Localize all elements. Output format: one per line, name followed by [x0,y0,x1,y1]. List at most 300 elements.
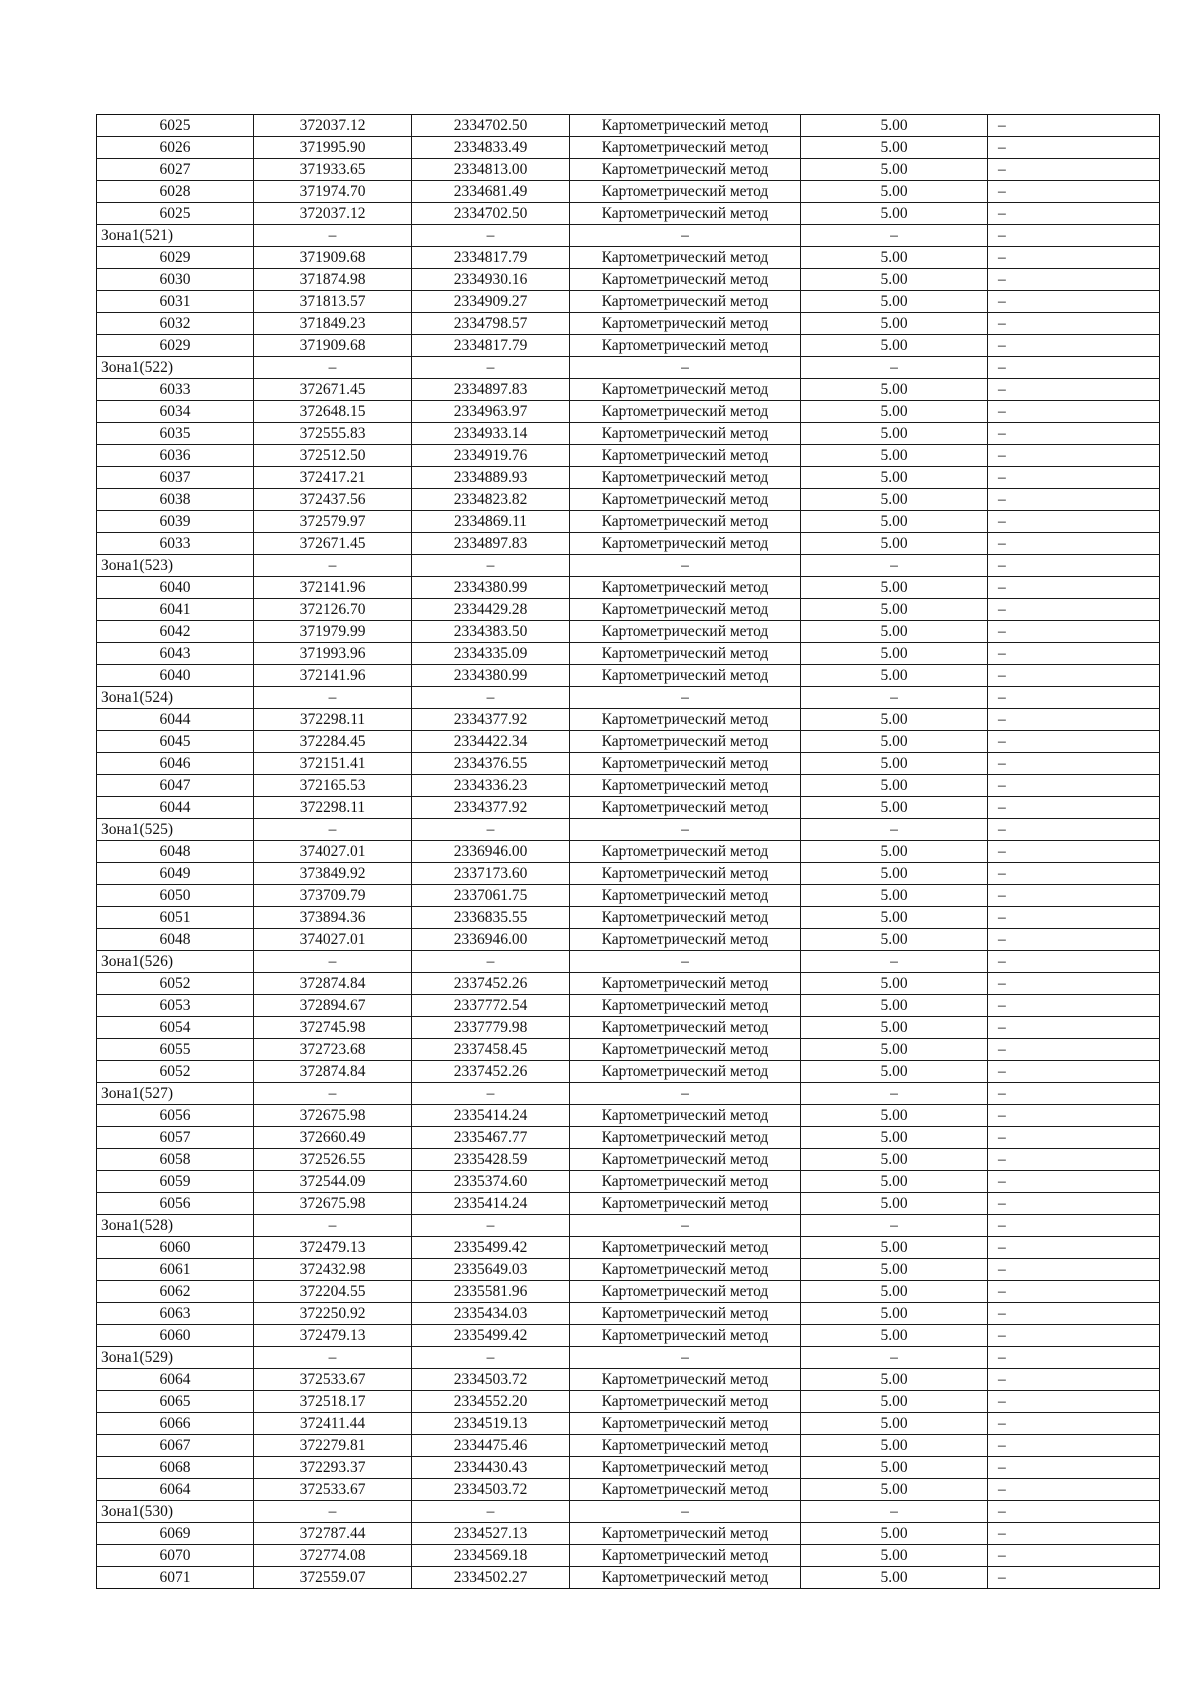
table-row [97,1435,1160,1457]
x-coordinate-cell: 372671.45 [254,379,412,401]
point-number-cell: 6029 [97,335,254,357]
table-row [97,467,1160,489]
zone-label-cell: Зона1(522) [97,357,254,379]
method-cell: Картометрический метод [570,313,801,335]
x-coordinate-cell: – [254,225,412,247]
x-coordinate-cell: 372141.96 [254,665,412,687]
table-row [97,1017,1160,1039]
method-cell: – [570,555,801,577]
table-row [97,269,1160,291]
table-row [97,577,1160,599]
method-cell: Картометрический метод [570,841,801,863]
point-number-cell: 6033 [97,533,254,555]
zone-header-row [97,687,1160,709]
y-coordinate-cell: 2337779.98 [412,1017,570,1039]
table-row [97,973,1160,995]
description-cell: – [988,929,1160,951]
table-row [97,731,1160,753]
y-coordinate-cell: 2335414.24 [412,1193,570,1215]
x-coordinate-cell: 371849.23 [254,313,412,335]
method-cell: Картометрический метод [570,665,801,687]
point-number-cell: 6065 [97,1391,254,1413]
point-number-cell: 6056 [97,1193,254,1215]
table-row [97,1303,1160,1325]
accuracy-cell: 5.00 [801,379,988,401]
description-cell: – [988,1479,1160,1501]
accuracy-cell: 5.00 [801,907,988,929]
accuracy-cell: 5.00 [801,1017,988,1039]
table-row [97,1325,1160,1347]
description-cell: – [988,1017,1160,1039]
x-coordinate-cell: 372437.56 [254,489,412,511]
accuracy-cell: 5.00 [801,1391,988,1413]
accuracy-cell: 5.00 [801,423,988,445]
y-coordinate-cell: – [412,1083,570,1105]
zone-label-cell: Зона1(529) [97,1347,254,1369]
point-number-cell: 6039 [97,511,254,533]
point-number-cell: 6052 [97,973,254,995]
method-cell: Картометрический метод [570,335,801,357]
point-number-cell: 6052 [97,1061,254,1083]
table-row [97,1061,1160,1083]
accuracy-cell: 5.00 [801,753,988,775]
description-cell: – [988,1215,1160,1237]
accuracy-cell: 5.00 [801,533,988,555]
zone-header-row [97,1083,1160,1105]
accuracy-cell: – [801,1215,988,1237]
accuracy-cell: 5.00 [801,841,988,863]
table-row [97,643,1160,665]
table-row [97,1193,1160,1215]
x-coordinate-cell: 372037.12 [254,203,412,225]
accuracy-cell: 5.00 [801,621,988,643]
y-coordinate-cell: 2336835.55 [412,907,570,929]
method-cell: Картометрический метод [570,1149,801,1171]
x-coordinate-cell: 371874.98 [254,269,412,291]
table-row [97,1567,1160,1589]
point-number-cell: 6046 [97,753,254,775]
point-number-cell: 6066 [97,1413,254,1435]
table-row [97,533,1160,555]
x-coordinate-cell: 372165.53 [254,775,412,797]
point-number-cell: 6029 [97,247,254,269]
accuracy-cell: 5.00 [801,1457,988,1479]
accuracy-cell: – [801,1501,988,1523]
accuracy-cell: 5.00 [801,181,988,203]
coordinates-table-body [97,115,1160,1589]
method-cell: Картометрический метод [570,1039,801,1061]
table-row [97,709,1160,731]
y-coordinate-cell: – [412,225,570,247]
y-coordinate-cell: – [412,1347,570,1369]
y-coordinate-cell: 2334569.18 [412,1545,570,1567]
point-number-cell: 6041 [97,599,254,621]
description-cell: – [988,1347,1160,1369]
accuracy-cell: 5.00 [801,1369,988,1391]
method-cell: Картометрический метод [570,1413,801,1435]
method-cell: – [570,1501,801,1523]
point-number-cell: 6064 [97,1479,254,1501]
point-number-cell: 6044 [97,709,254,731]
point-number-cell: 6069 [97,1523,254,1545]
x-coordinate-cell: 372151.41 [254,753,412,775]
zone-label-cell: Зона1(527) [97,1083,254,1105]
x-coordinate-cell: 372284.45 [254,731,412,753]
table-row [97,1171,1160,1193]
description-cell: – [988,203,1160,225]
x-coordinate-cell: – [254,1347,412,1369]
x-coordinate-cell: 372874.84 [254,1061,412,1083]
y-coordinate-cell: 2334552.20 [412,1391,570,1413]
y-coordinate-cell: 2334380.99 [412,577,570,599]
table-row [97,335,1160,357]
table-row [97,907,1160,929]
table-row [97,1237,1160,1259]
method-cell: Картометрический метод [570,1523,801,1545]
accuracy-cell: 5.00 [801,1325,988,1347]
x-coordinate-cell: – [254,1501,412,1523]
x-coordinate-cell: 372293.37 [254,1457,412,1479]
x-coordinate-cell: 372579.97 [254,511,412,533]
method-cell: – [570,1347,801,1369]
point-number-cell: 6028 [97,181,254,203]
point-number-cell: 6071 [97,1567,254,1589]
x-coordinate-cell: – [254,1215,412,1237]
x-coordinate-cell: 372411.44 [254,1413,412,1435]
point-number-cell: 6040 [97,577,254,599]
method-cell: Картометрический метод [570,1325,801,1347]
y-coordinate-cell: 2334833.49 [412,137,570,159]
description-cell: – [988,951,1160,973]
method-cell: Картометрический метод [570,401,801,423]
table-row [97,1105,1160,1127]
description-cell: – [988,555,1160,577]
point-number-cell: 6042 [97,621,254,643]
accuracy-cell: 5.00 [801,1303,988,1325]
y-coordinate-cell: 2334919.76 [412,445,570,467]
point-number-cell: 6048 [97,841,254,863]
accuracy-cell: – [801,555,988,577]
description-cell: – [988,599,1160,621]
method-cell: Картометрический метод [570,1105,801,1127]
accuracy-cell: 5.00 [801,885,988,907]
accuracy-cell: 5.00 [801,1039,988,1061]
x-coordinate-cell: 372279.81 [254,1435,412,1457]
description-cell: – [988,731,1160,753]
y-coordinate-cell: 2334869.11 [412,511,570,533]
x-coordinate-cell: – [254,819,412,841]
method-cell: – [570,357,801,379]
description-cell: – [988,533,1160,555]
method-cell: Картометрический метод [570,467,801,489]
point-number-cell: 6070 [97,1545,254,1567]
table-row [97,445,1160,467]
x-coordinate-cell: 372204.55 [254,1281,412,1303]
accuracy-cell: 5.00 [801,709,988,731]
accuracy-cell: 5.00 [801,1149,988,1171]
accuracy-cell: 5.00 [801,1545,988,1567]
point-number-cell: 6058 [97,1149,254,1171]
method-cell: Картометрический метод [570,1479,801,1501]
y-coordinate-cell: 2335581.96 [412,1281,570,1303]
table-row [97,247,1160,269]
point-number-cell: 6063 [97,1303,254,1325]
description-cell: – [988,577,1160,599]
x-coordinate-cell: 372675.98 [254,1105,412,1127]
x-coordinate-cell: 372544.09 [254,1171,412,1193]
table-row [97,1039,1160,1061]
description-cell: – [988,841,1160,863]
x-coordinate-cell: 372518.17 [254,1391,412,1413]
table-row [97,1259,1160,1281]
accuracy-cell: 5.00 [801,1193,988,1215]
table-row [97,115,1160,137]
description-cell: – [988,313,1160,335]
zone-header-row [97,225,1160,247]
description-cell: – [988,401,1160,423]
point-number-cell: 6059 [97,1171,254,1193]
description-cell: – [988,1127,1160,1149]
method-cell: Картометрический метод [570,1171,801,1193]
y-coordinate-cell: 2337452.26 [412,973,570,995]
table-row [97,621,1160,643]
zone-header-row [97,1215,1160,1237]
table-row [97,1545,1160,1567]
y-coordinate-cell: 2334335.09 [412,643,570,665]
y-coordinate-cell: 2334422.34 [412,731,570,753]
accuracy-cell: 5.00 [801,863,988,885]
description-cell: – [988,511,1160,533]
point-number-cell: 6067 [97,1435,254,1457]
description-cell: – [988,1369,1160,1391]
table-row [97,753,1160,775]
point-number-cell: 6055 [97,1039,254,1061]
point-number-cell: 6025 [97,115,254,137]
y-coordinate-cell: 2334933.14 [412,423,570,445]
accuracy-cell: 5.00 [801,973,988,995]
zone-header-row [97,1347,1160,1369]
description-cell: – [988,753,1160,775]
method-cell: Картометрический метод [570,423,801,445]
table-row [97,885,1160,907]
method-cell: – [570,819,801,841]
y-coordinate-cell: 2335499.42 [412,1325,570,1347]
point-number-cell: 6035 [97,423,254,445]
y-coordinate-cell: 2334963.97 [412,401,570,423]
method-cell: Картометрический метод [570,621,801,643]
x-coordinate-cell: 372432.98 [254,1259,412,1281]
y-coordinate-cell: 2334376.55 [412,753,570,775]
y-coordinate-cell: 2334817.79 [412,247,570,269]
accuracy-cell: – [801,687,988,709]
accuracy-cell: 5.00 [801,1259,988,1281]
zone-header-row [97,357,1160,379]
y-coordinate-cell: 2334503.72 [412,1369,570,1391]
description-cell: – [988,973,1160,995]
description-cell: – [988,1545,1160,1567]
table-row [97,489,1160,511]
description-cell: – [988,1303,1160,1325]
y-coordinate-cell: 2334702.50 [412,115,570,137]
method-cell: Картометрический метод [570,577,801,599]
x-coordinate-cell: 372526.55 [254,1149,412,1171]
accuracy-cell: 5.00 [801,511,988,533]
method-cell: Картометрический метод [570,1061,801,1083]
description-cell: – [988,687,1160,709]
table-row [97,775,1160,797]
method-cell: Картометрический метод [570,489,801,511]
point-number-cell: 6061 [97,1259,254,1281]
description-cell: – [988,1061,1160,1083]
point-number-cell: 6053 [97,995,254,1017]
method-cell: Картометрический метод [570,247,801,269]
method-cell: Картометрический метод [570,379,801,401]
method-cell: Картометрический метод [570,907,801,929]
method-cell: Картометрический метод [570,1259,801,1281]
table-row [97,1523,1160,1545]
method-cell: Картометрический метод [570,1369,801,1391]
accuracy-cell: 5.00 [801,1281,988,1303]
point-number-cell: 6060 [97,1237,254,1259]
description-cell: – [988,1413,1160,1435]
x-coordinate-cell: – [254,1083,412,1105]
y-coordinate-cell: 2334429.28 [412,599,570,621]
accuracy-cell: 5.00 [801,1435,988,1457]
accuracy-cell: 5.00 [801,1105,988,1127]
point-number-cell: 6056 [97,1105,254,1127]
method-cell: Картометрический метод [570,995,801,1017]
table-row [97,1413,1160,1435]
description-cell: – [988,643,1160,665]
method-cell: Картометрический метод [570,1391,801,1413]
x-coordinate-cell: 372745.98 [254,1017,412,1039]
description-cell: – [988,1457,1160,1479]
method-cell: Картометрический метод [570,1435,801,1457]
point-number-cell: 6027 [97,159,254,181]
y-coordinate-cell: – [412,819,570,841]
accuracy-cell: – [801,1083,988,1105]
description-cell: – [988,775,1160,797]
y-coordinate-cell: – [412,687,570,709]
point-number-cell: 6060 [97,1325,254,1347]
x-coordinate-cell: 372671.45 [254,533,412,555]
y-coordinate-cell: – [412,951,570,973]
description-cell: – [988,1083,1160,1105]
table-row [97,291,1160,313]
y-coordinate-cell: 2335499.42 [412,1237,570,1259]
point-number-cell: 6038 [97,489,254,511]
method-cell: Картометрический метод [570,1281,801,1303]
y-coordinate-cell: 2336946.00 [412,929,570,951]
description-cell: – [988,1149,1160,1171]
method-cell: Картометрический метод [570,775,801,797]
x-coordinate-cell: 372559.07 [254,1567,412,1589]
method-cell: Картометрический метод [570,137,801,159]
y-coordinate-cell: 2334930.16 [412,269,570,291]
accuracy-cell: 5.00 [801,929,988,951]
description-cell: – [988,115,1160,137]
y-coordinate-cell: 2334377.92 [412,797,570,819]
x-coordinate-cell: 371933.65 [254,159,412,181]
accuracy-cell: – [801,1347,988,1369]
table-row [97,1127,1160,1149]
accuracy-cell: 5.00 [801,1567,988,1589]
point-number-cell: 6037 [97,467,254,489]
y-coordinate-cell: 2334383.50 [412,621,570,643]
table-row [97,203,1160,225]
table-row [97,313,1160,335]
zone-label-cell: Зона1(521) [97,225,254,247]
point-number-cell: 6033 [97,379,254,401]
zone-label-cell: Зона1(524) [97,687,254,709]
x-coordinate-cell: 372533.67 [254,1479,412,1501]
y-coordinate-cell: – [412,357,570,379]
description-cell: – [988,1523,1160,1545]
x-coordinate-cell: 373849.92 [254,863,412,885]
x-coordinate-cell: 372555.83 [254,423,412,445]
accuracy-cell: 5.00 [801,1061,988,1083]
table-row [97,665,1160,687]
method-cell: – [570,687,801,709]
table-row [97,863,1160,885]
method-cell: Картометрический метод [570,269,801,291]
y-coordinate-cell: 2334377.92 [412,709,570,731]
accuracy-cell: 5.00 [801,665,988,687]
y-coordinate-cell: 2334889.93 [412,467,570,489]
accuracy-cell: 5.00 [801,247,988,269]
method-cell: – [570,1083,801,1105]
y-coordinate-cell: 2335428.59 [412,1149,570,1171]
table-row [97,1457,1160,1479]
description-cell: – [988,1039,1160,1061]
zone-header-row [97,951,1160,973]
accuracy-cell: 5.00 [801,599,988,621]
y-coordinate-cell: 2334823.82 [412,489,570,511]
x-coordinate-cell: 371995.90 [254,137,412,159]
zone-label-cell: Зона1(523) [97,555,254,577]
description-cell: – [988,335,1160,357]
y-coordinate-cell: 2335649.03 [412,1259,570,1281]
point-number-cell: 6050 [97,885,254,907]
description-cell: – [988,1501,1160,1523]
y-coordinate-cell: 2334336.23 [412,775,570,797]
y-coordinate-cell: – [412,1501,570,1523]
method-cell: Картометрический метод [570,291,801,313]
method-cell: Картометрический метод [570,1193,801,1215]
x-coordinate-cell: 372512.50 [254,445,412,467]
table-row [97,379,1160,401]
y-coordinate-cell: 2334503.72 [412,1479,570,1501]
zone-header-row [97,819,1160,841]
description-cell: – [988,181,1160,203]
x-coordinate-cell: 374027.01 [254,929,412,951]
y-coordinate-cell: 2335374.60 [412,1171,570,1193]
accuracy-cell: – [801,819,988,841]
x-coordinate-cell: 371909.68 [254,247,412,269]
method-cell: Картометрический метод [570,973,801,995]
accuracy-cell: – [801,951,988,973]
accuracy-cell: 5.00 [801,313,988,335]
method-cell: Картометрический метод [570,1567,801,1589]
accuracy-cell: 5.00 [801,401,988,423]
point-number-cell: 6025 [97,203,254,225]
description-cell: – [988,445,1160,467]
method-cell: Картометрический метод [570,863,801,885]
description-cell: – [988,1435,1160,1457]
point-number-cell: 6064 [97,1369,254,1391]
zone-label-cell: Зона1(525) [97,819,254,841]
y-coordinate-cell: 2337061.75 [412,885,570,907]
